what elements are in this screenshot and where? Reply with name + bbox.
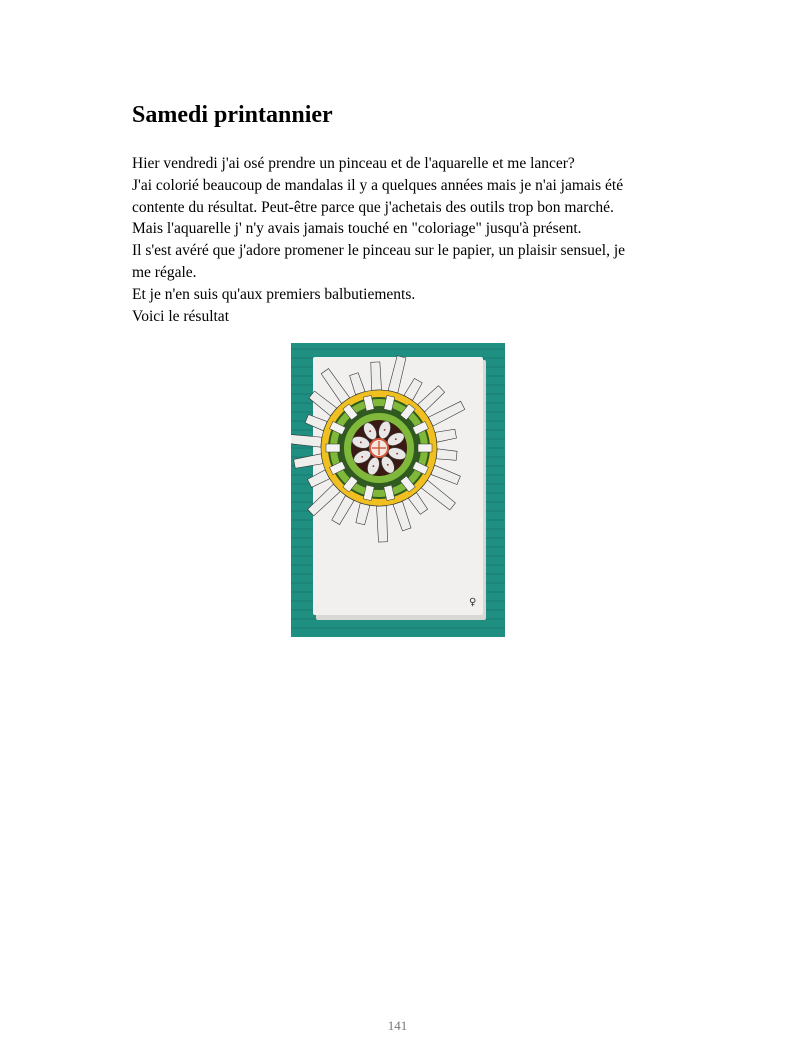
petal-dot (396, 453, 398, 455)
page-title: Samedi printannier (132, 102, 333, 128)
text-line: me régale. (132, 263, 197, 281)
ray-strip (376, 506, 387, 542)
text-line: Et je n'en suis qu'aux premiers balbutiements. (132, 285, 416, 303)
petal-dot (384, 429, 386, 431)
page-number: 141 (387, 1018, 408, 1033)
watercolor-photo (291, 343, 505, 637)
petal-dot (369, 430, 371, 432)
petal-dot (372, 465, 374, 467)
text-line: Voici le résultat (132, 307, 229, 325)
text-line: Il s'est avéré que j'adore promener le pinceau sur le papier, un plaisir sensuel, je (132, 242, 626, 260)
text-line: Hier vendredi j'ai osé prendre un pinceau et de l'aquarelle et me lancer? (132, 155, 575, 172)
petal-dot (360, 441, 362, 443)
weave-strip (326, 444, 340, 452)
text-line: J'ai colorié beaucoup de mandalas il y a quelques années mais je n'ai jamais été (132, 176, 624, 194)
petal-dot (387, 464, 389, 466)
watercolor-card-image (291, 343, 505, 637)
weave-strip (418, 444, 432, 452)
text-line: Mais l'aquarelle j' n'y avais jamais touché en "coloriage" jusqu'à présent. (132, 220, 582, 238)
signature-mark: ♀ (469, 597, 477, 608)
petal-dot (361, 456, 363, 458)
body-text (132, 153, 672, 327)
petal-dot (395, 438, 397, 440)
ray-strip (371, 362, 382, 390)
text-line: contente du résultat. Peut-être parce que j'achetais des outils trop bon marché. (132, 198, 614, 216)
